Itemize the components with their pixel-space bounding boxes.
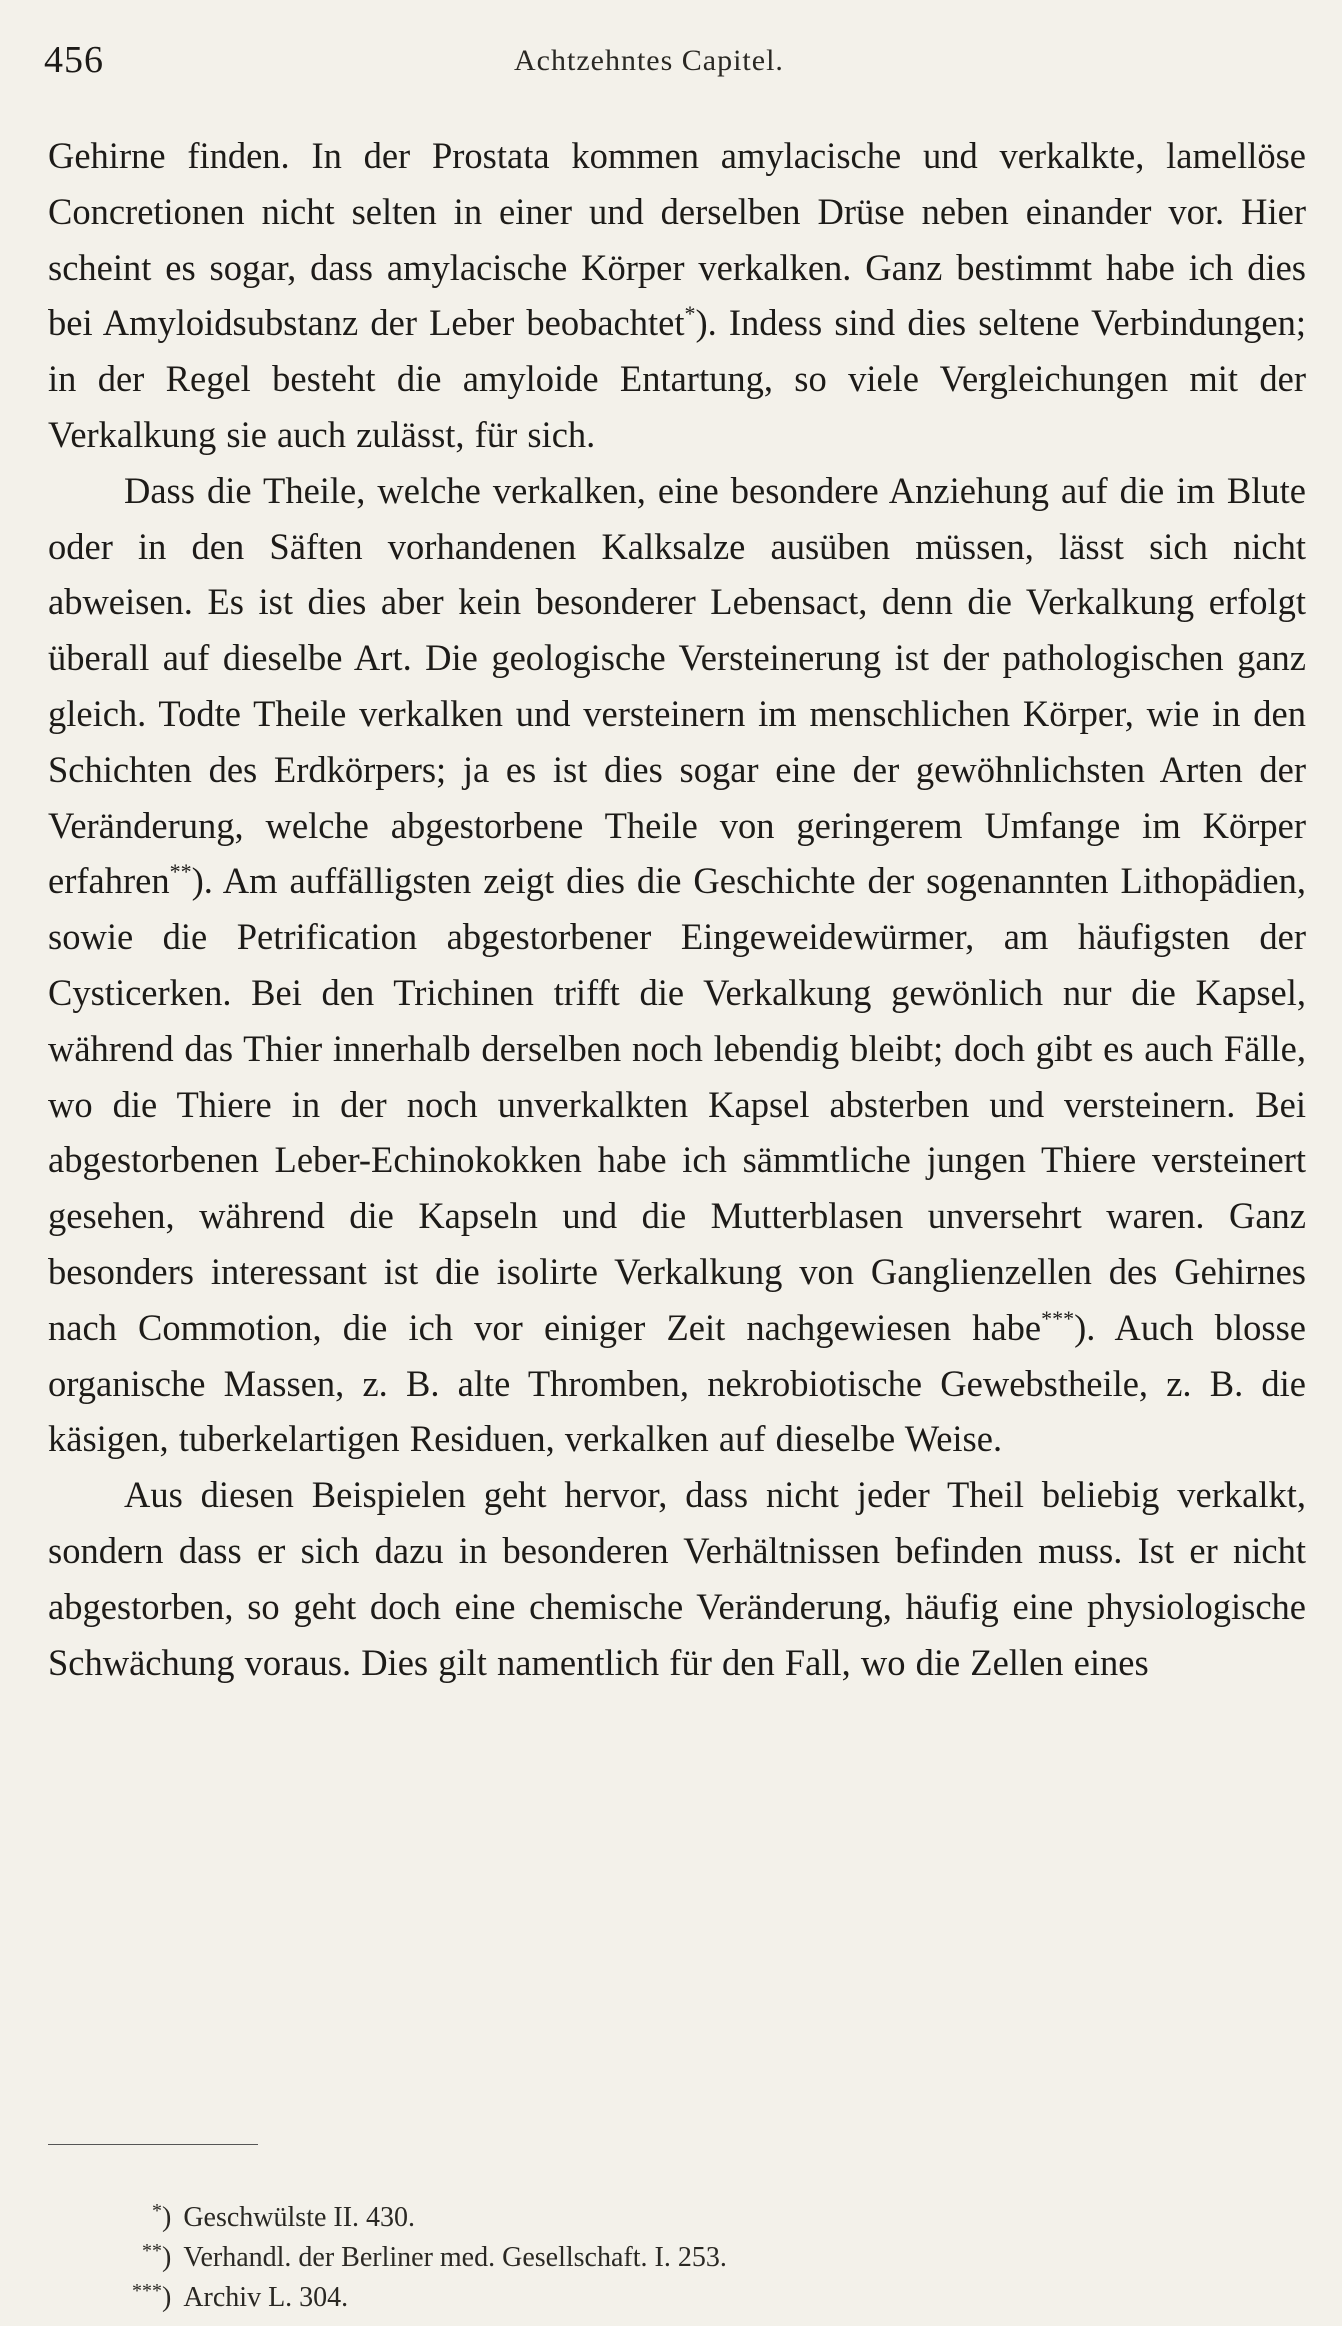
footnote-1-text: Geschwülste II. 430. [183, 2202, 416, 2233]
footnote-ref-1: * [684, 301, 696, 327]
footnote-3-mark: *** [132, 2280, 162, 2302]
paragraph-1-text-a: Gehirne finden. In der Prostata kommen amylacische und verkalkte, lamellöse Concretionen nicht selten in einer und derselben Drüse neben einander vor. Hier scheint es sogar, dass amylacische Körper verkalken. Ganz bestimmt habe ich dies bei Amyloidsubstanz der Leber beobachtet [48, 135, 1306, 344]
paragraph-1 [48, 128, 1306, 463]
page-number: 456 [44, 39, 104, 81]
running-head: Achtzehntes Capitel. [514, 44, 784, 77]
footnote-2-mark: ** [142, 2240, 162, 2262]
paragraph-2-text-a: Dass die Theile, welche verkalken, eine besondere Anziehung auf die im Blute oder in den Säften vorhandenen Kalksalze ausüben müssen, lässt sich nicht abweisen. Es ist dies aber kein besonderer Lebensact, denn die Verkalkung erfolgt überall auf dieselbe Art. Die geologische Versteinerung ist der pathologischen ganz gleich. Todte Theile verkalken und versteinern im menschlichen Körper, wie in den Schichten des Erdkörpers; ja es ist dies sogar eine der gewöhnlichsten Arten der Veränderung, welche abgestorbene Theile von geringerem Umfange im Körper erfahren [48, 469, 1306, 902]
paragraph-2-text-b: ). Am auffälligsten zeigt dies die Geschichte der sogenannten Lithopädien, sowie die Petrification abgestorbener Eingeweidewürmer, am häufigsten der Cysticerken. Bei den Trichinen trifft die Verkalkung gewönlich nur die Kapsel, während das Thier innerhalb derselben noch lebendig bleibt; doch gibt es auch Fälle, wo die Thiere in der noch unverkalkten Kapsel absterben und versteinern. Bei abgestorbenen Leber-Echinokokken habe ich sämmtliche jungen Thiere versteinert gesehen, während die Kapseln und die Mutterblasen unversehrt waren. Ganz besonders interessant ist die isolirte Verkalkung von Ganglienzellen des Gehirnes nach Commotion, die ich vor einiger Zeit nachgewiesen habe [48, 860, 1306, 1348]
footnote-2-text: Verhandl. der Berliner med. Gesellschaft. I. 253. [183, 2242, 727, 2273]
paragraph-2-text-c: ). Auch blosse organische Massen, z. B. alte Thromben, nekrobiotische Gewebstheile, z. B. die käsigen, tuberkelartigen Residuen, verkalken auf dieselbe Weise. [48, 1306, 1307, 1460]
footnotes [110, 2198, 1210, 2318]
footnote-ref-3: *** [1041, 1305, 1075, 1331]
footnote-3-text: Archiv L. 304. [183, 2282, 349, 2313]
paragraph-3 [48, 1467, 1306, 1690]
footnote-1: * ) Geschwülste II. 430. [110, 2198, 1210, 2238]
footnote-3: *** ) Archiv L. 304. [110, 2278, 1210, 2318]
footnote-2: ** ) Verhandl. der Berliner med. Gesellschaft. I. 253. [110, 2238, 1210, 2278]
footnote-divider [48, 2144, 258, 2145]
footnote-1-mark: * [152, 2200, 162, 2222]
body-text [48, 128, 1306, 1690]
paragraph-1-text-b: ). Indess sind dies seltene Verbindungen; in der Regel besteht die amyloide Entartung, so viele Vergleichungen mit der Verkalkung sie auch zulässt, für sich. [48, 302, 1306, 455]
paragraph-2 [48, 463, 1306, 1467]
paragraph-3-text: Aus diesen Beispielen geht hervor, dass nicht jeder Theil beliebig verkalkt, sondern dass er sich dazu in besonderen Verhältnissen befinden muss. Ist er nicht abgestorben, so geht doch eine chemische Veränderung, häufig eine physiologische Schwächung voraus. Dies gilt namentlich für den Fall, wo die Zellen eines [48, 1474, 1306, 1683]
footnote-ref-2: ** [169, 859, 192, 885]
page-header [44, 38, 1304, 98]
